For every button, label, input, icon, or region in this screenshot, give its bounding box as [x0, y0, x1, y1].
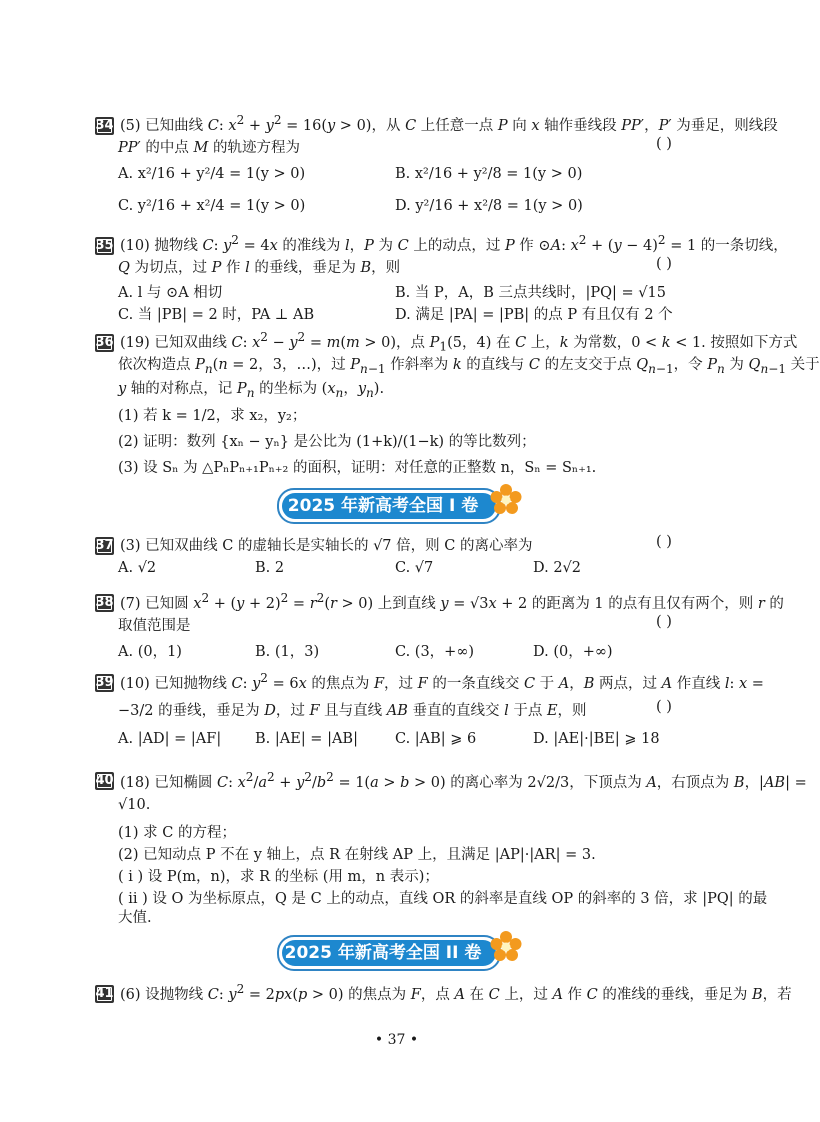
question-stem-line: √10. — [118, 797, 151, 813]
question-stem-line: 取值范围是 — [118, 618, 191, 634]
option-b: B. (1，3) — [255, 644, 320, 660]
option-c: C. 当 |PB| = 2 时，PA ⊥ AB — [118, 307, 315, 323]
option-c: C. y²/16 + x²/4 = 1(y > 0) — [118, 198, 306, 214]
answer-paren: ( ) — [656, 256, 672, 272]
question-number-badge: 35 — [95, 238, 114, 253]
question-stem-line: (10) 抛物线 C: $y^2 = 4x$ 的准线为 l，P 为 C 上的动点，过 P 作 ⊙A: $x^2 + (y - 4)^2 = 1$ 的一条切线， — [120, 233, 788, 254]
question-stem-line: (19) 已知双曲线 C: $x^2 - y^2 = m(m > 0)$，点 $P_1(5$，4) 在 C 上，k 为常数，0 < k < 1. 按照如下方式 — [120, 330, 798, 354]
question-stem-line: (6) 设抛物线 C: $y^2 = 2px(p > 0)$ 的焦点为 F，点 A 在 C 上，过 A 作 C 的准线的垂线，垂足为 B，若 — [120, 982, 792, 1003]
answer-paren: ( ) — [656, 699, 672, 715]
section-banner-title: 2025 年新高考全国 II 卷 — [282, 940, 496, 966]
question-stem-line: (3) 已知双曲线 C 的虚轴长是实轴长的 √7 倍，则 C 的离心率为 — [120, 538, 533, 554]
question-number-badge: 36 — [95, 335, 114, 350]
option-b: B. |AE| = |AB| — [255, 731, 358, 747]
option-a: A. x²/16 + y²/4 = 1(y > 0) — [118, 166, 306, 182]
option-d: D. (0，+∞) — [533, 644, 613, 660]
flower-icon — [488, 482, 524, 518]
question-number-badge: 38 — [95, 595, 114, 610]
question-stem-line: (10) 已知抛物线 C: $y^2 = 6x$ 的焦点为 F，过 F 的一条直线交 C 于 A，B 两点，过 A 作直线 l: x = — [120, 671, 764, 692]
question-stem-line: PP′ 的中点 M 的轨迹方程为 — [118, 140, 300, 156]
question-stem-line: (18) 已知椭圆 C: $x^2/a^2 + y^2/b^2 = 1(a > b > 0)$ 的离心率为 2√2/3，下顶点为 A，右顶点为 B，|AB| = — [120, 770, 807, 791]
option-d: D. y²/16 + x²/8 = 1(y > 0) — [395, 198, 583, 214]
page-number: • 37 • — [374, 1032, 419, 1048]
option-d: D. |AE|·|BE| ⩾ 18 — [533, 731, 660, 747]
question-stem-line: (7) 已知圆 $x^2 + (y + 2)^2 = r^2(r > 0)$ 上到直线 y = √3x + 2 的距离为 1 的点有且仅有两个，则 r 的 — [120, 591, 784, 612]
question-number-badge: 40 — [95, 773, 114, 788]
question-stem-line: −3/2 的垂线，垂足为 D，过 F 且与直线 AB 垂直的直线交 l 于点 E，则 — [118, 703, 587, 719]
sub-question: ( i ) 设 P(m，n)，求 R 的坐标 (用 m，n 表示)； — [118, 869, 439, 885]
sub-question: (2) 证明：数列 {xₙ − yₙ} 是公比为 (1+k)/(1−k) 的等比数列； — [118, 434, 536, 450]
sub-question: 大值. — [118, 910, 152, 926]
option-a: A. (0，1) — [118, 644, 182, 660]
question-number-badge: 37 — [95, 538, 114, 553]
question-number-badge: 34 — [95, 118, 114, 133]
question-stem-line: Q 为切点，过 P 作 l 的垂线，垂足为 B，则 — [118, 260, 401, 276]
answer-paren: ( ) — [656, 614, 672, 630]
option-a: A. √2 — [118, 560, 157, 576]
option-a: A. |AD| = |AF| — [118, 731, 222, 747]
sub-question: (1) 若 k = 1/2，求 x₂，y₂； — [118, 408, 307, 424]
option-a: A. l 与 ⊙A 相切 — [118, 285, 223, 301]
section-banner — [277, 488, 501, 524]
option-b: B. 当 P，A，B 三点共线时，|PQ| = √15 — [395, 285, 666, 301]
flower-icon — [488, 929, 524, 965]
question-stem-line: 依次构造点 $P_n(n = 2$，3，…)，过 $P_{n-1}$ 作斜率为 k 的直线与 C 的左支交于点 $Q_{n-1}$，令 $P_n$ 为 $Q_{n-1}$ 关于 — [118, 357, 820, 376]
section-banner — [277, 935, 501, 971]
answer-paren: ( ) — [656, 136, 672, 152]
option-b: B. x²/16 + y²/8 = 1(y > 0) — [395, 166, 583, 182]
option-d: D. 2√2 — [533, 560, 582, 576]
section-banner-title: 2025 年新高考全国 I 卷 — [282, 493, 496, 519]
sub-question: (3) 设 Sₙ 为 △PₙPₙ₊₁Pₙ₊₂ 的面积，证明：对任意的正整数 n，Sₙ = Sₙ₊₁. — [118, 460, 597, 476]
option-c: C. |AB| ⩾ 6 — [395, 731, 477, 747]
sub-question: (1) 求 C 的方程； — [118, 825, 236, 841]
option-d: D. 满足 |PA| = |PB| 的点 P 有且仅有 2 个 — [395, 307, 673, 323]
sub-question: ( ii ) 设 O 为坐标原点，Q 是 C 上的动点，直线 OR 的斜率是直线 OP 的斜率的 3 倍，求 |PQ| 的最 — [118, 891, 768, 907]
option-b: B. 2 — [255, 560, 285, 576]
sub-question: (2) 已知动点 P 不在 y 轴上，点 R 在射线 AP 上，且满足 |AP|·|AR| = 3. — [118, 847, 596, 863]
question-stem-line: y 轴的对称点，记 $P_n$ 的坐标为 ($x_n$，$y_n$). — [118, 381, 385, 400]
question-stem-line: (5) 已知曲线 C: $x^2 + y^2 = 16(y > 0)$，从 C 上任意一点 P 向 x 轴作垂线段 PP′，P′ 为垂足，则线段 — [120, 113, 778, 134]
question-number-badge: 41 — [95, 986, 114, 1001]
option-c: C. (3，+∞) — [395, 644, 475, 660]
answer-paren: ( ) — [656, 534, 672, 550]
option-c: C. √7 — [395, 560, 434, 576]
question-number-badge: 39 — [95, 675, 114, 690]
